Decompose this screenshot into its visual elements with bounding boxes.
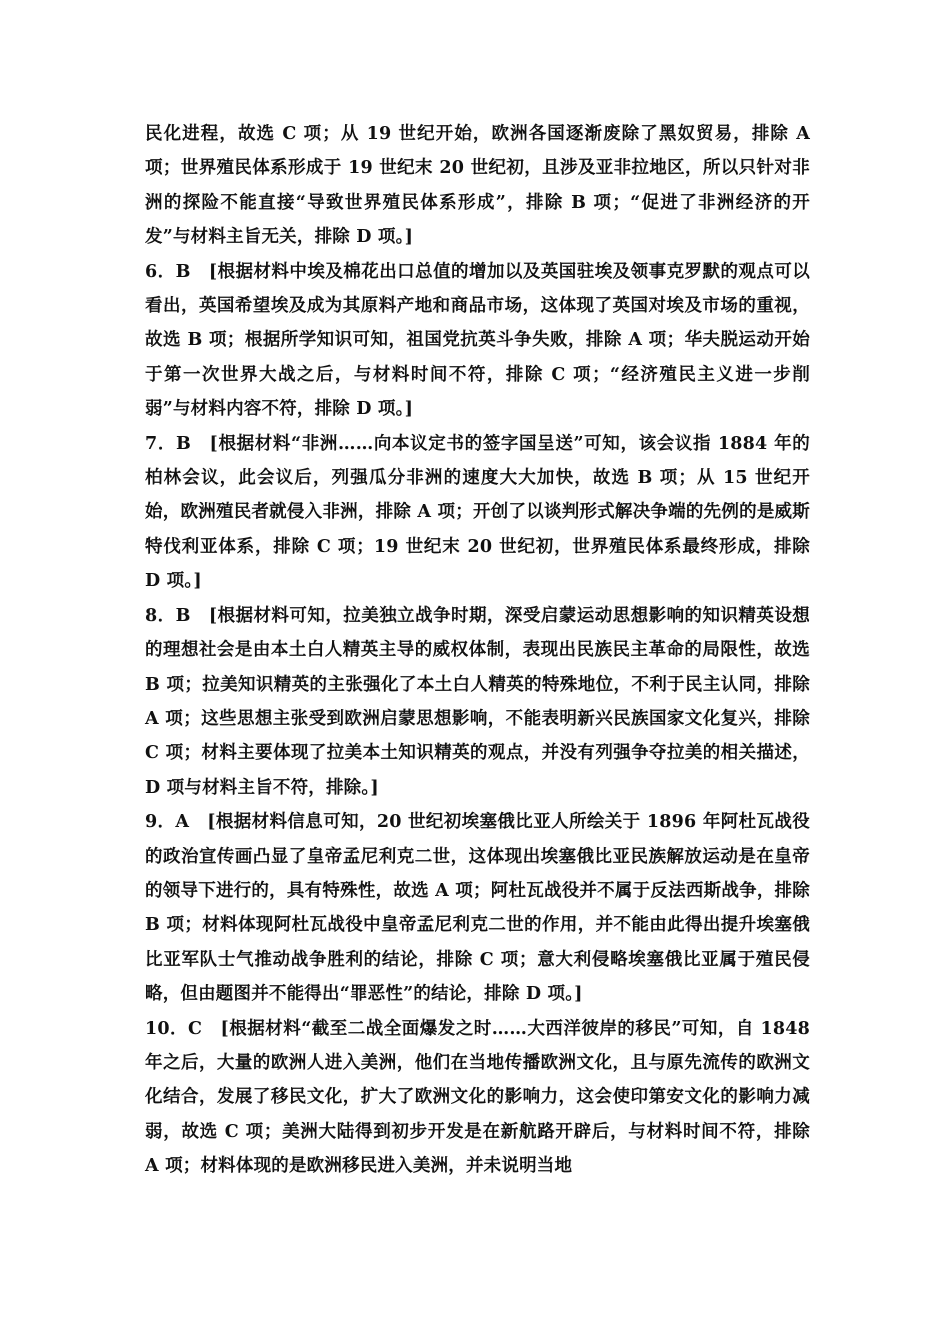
explanation-paragraph-8	[145, 599, 810, 805]
explanation-paragraph-9	[145, 805, 810, 1011]
explanation-text: [根据材料信息可知，20 世纪初埃塞俄比亚人所绘关于 1896 年阿杜瓦战役的政治宣传画凸显了皇帝孟尼利克二世，这体现出埃塞俄比亚民族解放运动是在皇帝的领导下进行的，具有特殊性，故选 A 项；阿杜瓦战役并不属于反法西斯战争，排除 B 项；材料体现阿杜瓦战役中皇帝孟尼利克二世的作用，并不能由此得出提升埃塞俄比亚军队士气推动战争胜利的结论，排除 C 项；意大利侵略埃塞俄比亚属于殖民侵略，但由题图并不能得出“罪恶性”的结论，排除 D 项。]	[145, 812, 810, 1005]
question-number: 8．B	[145, 605, 209, 626]
explanation-text: [根据材料“非洲……向本议定书的签字国呈送”可知，该会议指 1884 年的柏林会议，此会议后，列强瓜分非洲的速度大大加快，故选 B 项；从 15 世纪开始，欧洲殖民者就侵入非洲，排除 A 项；开创了以谈判形式解决争端的先例的是威斯特伐利亚体系，排除 C 项；19 世纪末 20 世纪初，世界殖民体系最终形成，排除 D 项。]	[145, 433, 810, 592]
question-number: 10．C	[145, 1018, 221, 1039]
explanation-paragraph-7	[145, 427, 810, 599]
explanation-text: 民化进程，故选 C 项；从 19 世纪开始，欧洲各国逐渐废除了黑奴贸易，排除 A 项；世界殖民体系形成于 19 世纪末 20 世纪初，且涉及亚非拉地区，所以只针对非洲的探险不能直接“导致世界殖民体系形成”，排除 B 项；“促进了非洲经济的开发”与材料主旨无关，排除 D 项。]	[145, 124, 810, 248]
explanation-text: [根据材料“截至二战全面爆发之时……大西洋彼岸的移民”可知，自 1848 年之后，大量的欧洲人进入美洲，他们在当地传播欧洲文化，且与原先流传的欧洲文化结合，发展了移民文化，扩大了欧洲文化的影响力，这会使印第安文化的影响力减弱，故选 C 项；美洲大陆得到初步开发是在新航路开辟后，与材料时间不符，排除 A 项；材料体现的是欧洲移民进入美洲，并未说明当地	[145, 1018, 810, 1177]
explanation-text: [根据材料可知，拉美独立战争时期，深受启蒙运动思想影响的知识精英设想的理想社会是由本土白人精英主导的威权体制，表现出民族民主革命的局限性，故选 B 项；拉美知识精英的主张强化了本土白人精英的特殊地位，不利于民主认同，排除 A 项；这些思想主张受到欧洲启蒙思想影响，不能表明新兴民族国家文化复兴，排除 C 项；材料主要体现了拉美本土知识精英的观点，并没有列强争夺拉美的相关描述，D 项与材料主旨不符，排除。]	[145, 605, 810, 798]
answer-explanations	[145, 117, 810, 1184]
explanation-paragraph-continued	[145, 117, 810, 255]
question-number: 9．A	[145, 812, 208, 833]
question-number: 7．B	[145, 433, 210, 454]
explanation-paragraph-6	[145, 255, 810, 427]
explanation-paragraph-10	[145, 1012, 810, 1184]
explanation-text: [根据材料中埃及棉花出口总值的增加以及英国驻埃及领事克罗默的观点可以看出，英国希望埃及成为其原料产地和商品市场，这体现了英国对埃及市场的重视，故选 B 项；根据所学知识可知，祖国党抗英斗争失败，排除 A 项；华夫脱运动开始于第一次世界大战之后，与材料时间不符，排除 C 项；“经济殖民主义进一步削弱”与材料内容不符，排除 D 项。]	[145, 261, 810, 420]
question-number: 6．B	[145, 261, 209, 282]
